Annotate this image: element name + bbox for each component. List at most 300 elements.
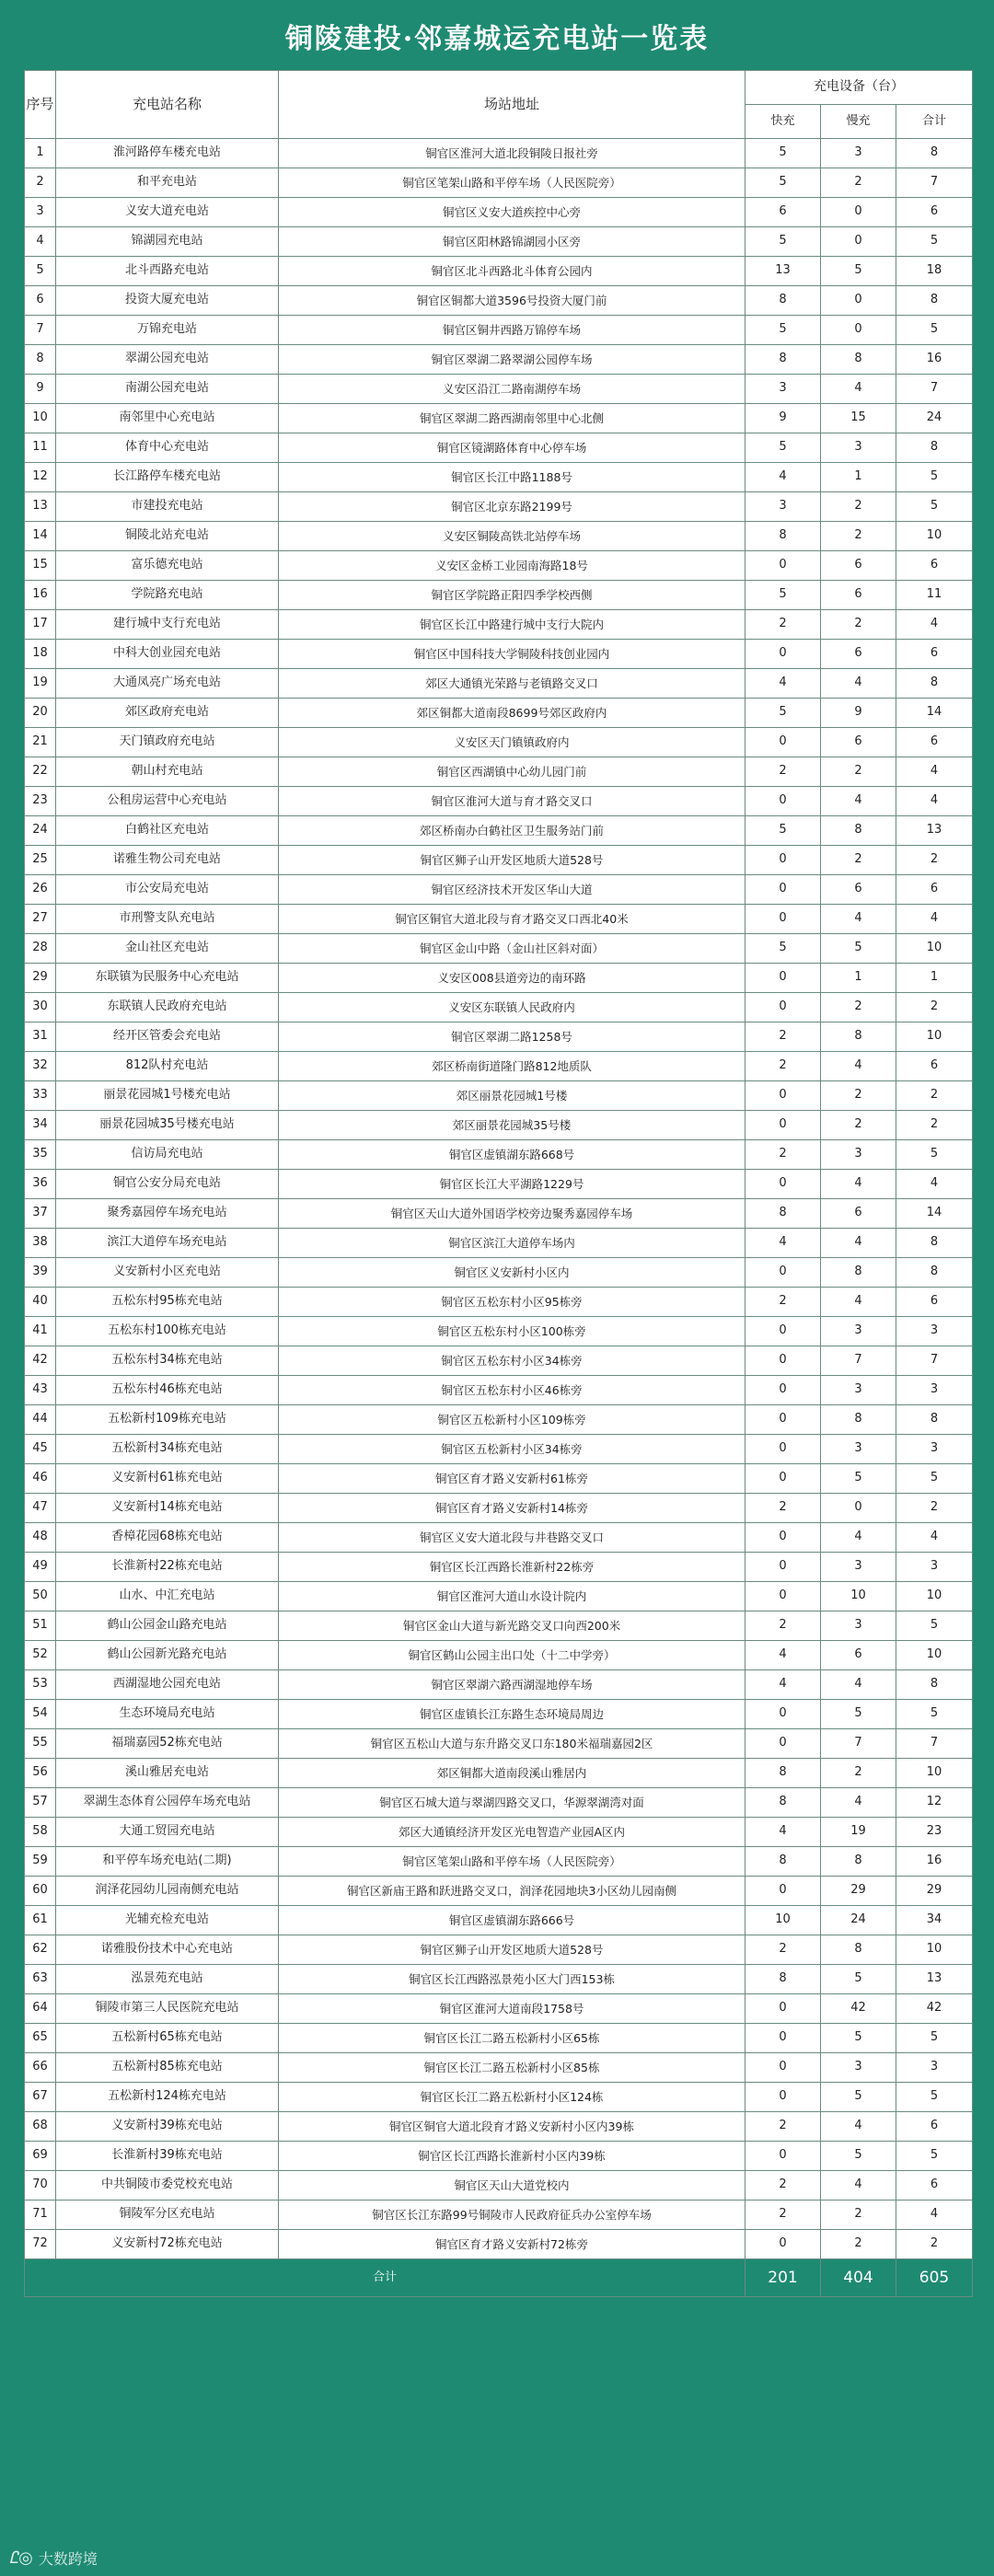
fast-count: 2: [746, 1052, 821, 1081]
row-seq: 2: [25, 168, 56, 198]
slow-count: 5: [821, 1700, 896, 1729]
fast-count: 2: [746, 2112, 821, 2142]
table-row: [25, 846, 973, 875]
fast-count: 0: [746, 1081, 821, 1111]
station-name: 翠湖生态体育公园停车场充电站: [56, 1788, 279, 1818]
slow-count: 6: [821, 551, 896, 581]
station-name: 市公安局充电站: [56, 875, 279, 905]
station-name: 市建投充电站: [56, 492, 279, 522]
fast-count: 0: [746, 1376, 821, 1405]
total-count: 5: [896, 2083, 973, 2112]
station-name: 光辅充检充电站: [56, 1906, 279, 1935]
total-all: 605: [896, 2259, 973, 2297]
station-address: 铜官区虚镇湖东路668号: [279, 1140, 746, 1170]
fast-count: 4: [746, 1229, 821, 1258]
slow-count: 3: [821, 1553, 896, 1582]
table-row: [25, 640, 973, 669]
station-name: 铜陵军分区充电站: [56, 2201, 279, 2230]
station-name: 五松新村85栋充电站: [56, 2053, 279, 2083]
station-name: 诺雅股份技术中心充电站: [56, 1935, 279, 1965]
row-seq: 40: [25, 1288, 56, 1317]
total-count: 4: [896, 2201, 973, 2230]
total-count: 2: [896, 1494, 973, 1523]
fast-count: 4: [746, 1818, 821, 1847]
row-seq: 6: [25, 286, 56, 316]
fast-count: 13: [746, 257, 821, 286]
station-name: 五松新村65栋充电站: [56, 2024, 279, 2053]
row-seq: 43: [25, 1376, 56, 1405]
station-name: 长淮新村39栋充电站: [56, 2142, 279, 2171]
row-seq: 29: [25, 964, 56, 993]
table-row: [25, 1376, 973, 1405]
station-address: 铜官区铜井西路万锦停车场: [279, 316, 746, 345]
row-seq: 36: [25, 1170, 56, 1199]
slow-count: 2: [821, 846, 896, 875]
table-row: [25, 1729, 973, 1759]
station-name: 市刑警支队充电站: [56, 905, 279, 934]
total-count: 5: [896, 316, 973, 345]
slow-count: 2: [821, 168, 896, 198]
station-name: 香樟花园68栋充电站: [56, 1523, 279, 1553]
station-address: 铜官区阳林路锦湖园小区旁: [279, 227, 746, 257]
slow-count: 5: [821, 934, 896, 964]
total-count: 3: [896, 1376, 973, 1405]
fast-count: 0: [746, 2053, 821, 2083]
header-address: 场站地址: [279, 71, 746, 139]
slow-count: 2: [821, 610, 896, 640]
total-count: 7: [896, 1729, 973, 1759]
row-seq: 17: [25, 610, 56, 640]
station-name: 润泽花园幼儿园南侧充电站: [56, 1877, 279, 1906]
station-name: 义安新村小区充电站: [56, 1258, 279, 1288]
table-row: [25, 551, 973, 581]
total-count: 18: [896, 257, 973, 286]
total-count: 2: [896, 846, 973, 875]
slow-count: 2: [821, 2230, 896, 2259]
fast-count: 5: [746, 816, 821, 846]
table-row: [25, 610, 973, 640]
total-count: 5: [896, 2024, 973, 2053]
table-row: [25, 1258, 973, 1288]
table-row: [25, 1611, 973, 1641]
total-count: 4: [896, 905, 973, 934]
row-seq: 70: [25, 2171, 56, 2201]
station-address: 铜官区鹤山公园主出口处（十二中学旁）: [279, 1641, 746, 1670]
row-seq: 48: [25, 1523, 56, 1553]
total-count: 1: [896, 964, 973, 993]
station-address: 郊区桥南街道隆门路812地质队: [279, 1052, 746, 1081]
row-seq: 20: [25, 699, 56, 728]
row-seq: 72: [25, 2230, 56, 2259]
table-row: [25, 1994, 973, 2024]
station-table: [24, 70, 973, 2297]
station-name: 投资大厦充电站: [56, 286, 279, 316]
slow-count: 3: [821, 1317, 896, 1346]
station-address: 铜官区狮子山开发区地质大道528号: [279, 1935, 746, 1965]
station-address: 郊区丽景花园城35号楼: [279, 1111, 746, 1140]
table-row: [25, 1435, 973, 1464]
row-seq: 15: [25, 551, 56, 581]
total-count: 3: [896, 1553, 973, 1582]
station-address: 铜官区育才路义安新村72栋旁: [279, 2230, 746, 2259]
total-count: 34: [896, 1906, 973, 1935]
row-seq: 4: [25, 227, 56, 257]
total-count: 29: [896, 1877, 973, 1906]
total-count: 13: [896, 1965, 973, 1994]
station-name: 义安新村72栋充电站: [56, 2230, 279, 2259]
fast-count: 0: [746, 1346, 821, 1376]
station-name: 学院路充电站: [56, 581, 279, 610]
slow-count: 3: [821, 2053, 896, 2083]
slow-count: 3: [821, 1435, 896, 1464]
fast-count: 0: [746, 964, 821, 993]
table-row: [25, 1523, 973, 1553]
row-seq: 14: [25, 522, 56, 551]
table-row: [25, 993, 973, 1022]
fast-count: 8: [746, 1965, 821, 1994]
watermark-text: 大数跨境: [38, 2550, 98, 2568]
fast-count: 0: [746, 640, 821, 669]
fast-count: 0: [746, 1111, 821, 1140]
row-seq: 60: [25, 1877, 56, 1906]
station-name: 五松东村95栋充电站: [56, 1288, 279, 1317]
fast-count: 5: [746, 139, 821, 168]
station-address: 铜官区长江西路长淮新村22栋旁: [279, 1553, 746, 1582]
table-row: [25, 286, 973, 316]
total-slow: 404: [821, 2259, 896, 2297]
fast-count: 0: [746, 2024, 821, 2053]
fast-count: 4: [746, 669, 821, 699]
station-name: 东联镇为民服务中心充电站: [56, 964, 279, 993]
station-address: 郊区铜都大道南段8699号郊区政府内: [279, 699, 746, 728]
table-row: [25, 1700, 973, 1729]
station-name: 五松东村46栋充电站: [56, 1376, 279, 1405]
station-address: 铜官区翠湖六路西湖湿地停车场: [279, 1670, 746, 1700]
row-seq: 35: [25, 1140, 56, 1170]
total-count: 42: [896, 1994, 973, 2024]
station-address: 铜官区金山中路（金山社区斜对面）: [279, 934, 746, 964]
station-address: 义安区天门镇镇政府内: [279, 728, 746, 757]
station-address: 铜官区育才路义安新村61栋旁: [279, 1464, 746, 1494]
header-seq: 序号: [25, 71, 56, 139]
total-label: 合计: [25, 2259, 746, 2297]
slow-count: 4: [821, 1523, 896, 1553]
row-seq: 26: [25, 875, 56, 905]
table-row: [25, 581, 973, 610]
slow-count: 24: [821, 1906, 896, 1935]
slow-count: 6: [821, 1641, 896, 1670]
table-row: [25, 1494, 973, 1523]
table-row: [25, 816, 973, 846]
row-seq: 16: [25, 581, 56, 610]
row-seq: 11: [25, 433, 56, 463]
fast-count: 5: [746, 433, 821, 463]
table-row: [25, 1818, 973, 1847]
fast-count: 8: [746, 522, 821, 551]
table-row: [25, 168, 973, 198]
row-seq: 65: [25, 2024, 56, 2053]
station-name: 锦湖园充电站: [56, 227, 279, 257]
row-seq: 51: [25, 1611, 56, 1641]
fast-count: 0: [746, 1994, 821, 2024]
station-address: 铜官区笔架山路和平停车场（人民医院旁）: [279, 168, 746, 198]
table-row: [25, 345, 973, 375]
fast-count: 2: [746, 1022, 821, 1052]
table-row: [25, 1199, 973, 1229]
row-seq: 53: [25, 1670, 56, 1700]
row-seq: 27: [25, 905, 56, 934]
table-row: [25, 1405, 973, 1435]
total-count: 5: [896, 492, 973, 522]
fast-count: 5: [746, 168, 821, 198]
header-fast: 快充: [746, 105, 821, 139]
total-count: 6: [896, 551, 973, 581]
table-row: [25, 905, 973, 934]
total-count: 5: [896, 2142, 973, 2171]
table-row: [25, 1170, 973, 1199]
station-name: 铜陵北站充电站: [56, 522, 279, 551]
row-seq: 67: [25, 2083, 56, 2112]
total-count: 8: [896, 1258, 973, 1288]
slow-count: 6: [821, 1199, 896, 1229]
table-row: [25, 1582, 973, 1611]
table-row: [25, 1288, 973, 1317]
station-address: 铜官区金山大道与新光路交叉口向西200米: [279, 1611, 746, 1641]
watermark-logo-icon: Ꮭ◎: [9, 2548, 33, 2568]
station-address: 铜官区滨江大道停车场内: [279, 1229, 746, 1258]
table-row: [25, 1788, 973, 1818]
row-seq: 9: [25, 375, 56, 404]
table-row: [25, 227, 973, 257]
station-address: 铜官区长江西路长淮新村小区内39栋: [279, 2142, 746, 2171]
slow-count: 5: [821, 2024, 896, 2053]
station-address: 郊区丽景花园城1号楼: [279, 1081, 746, 1111]
station-name: 五松新村109栋充电站: [56, 1405, 279, 1435]
station-address: 铜官区淮河大道与育才路交叉口: [279, 787, 746, 816]
station-name: 郊区政府充电站: [56, 699, 279, 728]
row-seq: 23: [25, 787, 56, 816]
slow-count: 8: [821, 1258, 896, 1288]
station-address: 铜官区五松东村小区34栋旁: [279, 1346, 746, 1376]
slow-count: 4: [821, 375, 896, 404]
fast-count: 0: [746, 875, 821, 905]
station-name: 体育中心充电站: [56, 433, 279, 463]
table-row: [25, 699, 973, 728]
row-seq: 21: [25, 728, 56, 757]
station-name: 丽景花园城35号楼充电站: [56, 1111, 279, 1140]
row-seq: 63: [25, 1965, 56, 1994]
slow-count: 5: [821, 257, 896, 286]
row-seq: 37: [25, 1199, 56, 1229]
header-total: 合计: [896, 105, 973, 139]
table-row: [25, 1317, 973, 1346]
table-row: [25, 2053, 973, 2083]
table-row: [25, 1935, 973, 1965]
table-row: [25, 1641, 973, 1670]
total-count: 6: [896, 728, 973, 757]
row-seq: 61: [25, 1906, 56, 1935]
fast-count: 8: [746, 1199, 821, 1229]
fast-count: 0: [746, 1877, 821, 1906]
slow-count: 6: [821, 875, 896, 905]
station-name: 信访局充电站: [56, 1140, 279, 1170]
row-seq: 41: [25, 1317, 56, 1346]
total-count: 10: [896, 1935, 973, 1965]
table-row: [25, 728, 973, 757]
fast-count: 8: [746, 1788, 821, 1818]
station-name: 北斗西路充电站: [56, 257, 279, 286]
table-row: [25, 2112, 973, 2142]
station-name: 翠湖公园充电站: [56, 345, 279, 375]
slow-count: 8: [821, 1405, 896, 1435]
row-seq: 33: [25, 1081, 56, 1111]
fast-count: 0: [746, 1523, 821, 1553]
station-address: 铜官区长江西路泓景苑小区大门西153栋: [279, 1965, 746, 1994]
station-name: 义安新村14栋充电站: [56, 1494, 279, 1523]
slow-count: 15: [821, 404, 896, 433]
total-count: 10: [896, 1641, 973, 1670]
row-seq: 68: [25, 2112, 56, 2142]
row-seq: 56: [25, 1759, 56, 1788]
table-row: [25, 1081, 973, 1111]
slow-count: 3: [821, 139, 896, 168]
slow-count: 8: [821, 1022, 896, 1052]
total-count: 6: [896, 2112, 973, 2142]
station-address: 铜官区学院路正阳四季学校西侧: [279, 581, 746, 610]
table-row: [25, 1847, 973, 1877]
fast-count: 8: [746, 286, 821, 316]
station-name: 长江路停车楼充电站: [56, 463, 279, 492]
row-seq: 44: [25, 1405, 56, 1435]
station-name: 西湖湿地公园充电站: [56, 1670, 279, 1700]
station-address: 铜官区石城大道与翠湖四路交叉口，华源翠湖湾对面: [279, 1788, 746, 1818]
slow-count: 4: [821, 905, 896, 934]
table-row: [25, 1140, 973, 1170]
row-seq: 7: [25, 316, 56, 345]
table-row: [25, 2201, 973, 2230]
station-address: 郊区铜都大道南段溪山雅居内: [279, 1759, 746, 1788]
station-address: 铜官区狮子山开发区地质大道528号: [279, 846, 746, 875]
table-row: [25, 375, 973, 404]
row-seq: 64: [25, 1994, 56, 2024]
table-row: [25, 964, 973, 993]
station-address: 铜官区义安新村小区内: [279, 1258, 746, 1288]
total-count: 5: [896, 1140, 973, 1170]
row-seq: 69: [25, 2142, 56, 2171]
station-address: 铜官区北斗西路北斗体育公园内: [279, 257, 746, 286]
station-name: 滨江大道停车场充电站: [56, 1229, 279, 1258]
station-name: 公租房运营中心充电站: [56, 787, 279, 816]
table-row: [25, 139, 973, 168]
table-row: [25, 934, 973, 964]
total-count: 6: [896, 1288, 973, 1317]
total-count: 6: [896, 1052, 973, 1081]
total-count: 4: [896, 1523, 973, 1553]
total-count: 4: [896, 610, 973, 640]
station-address: 铜官区淮河大道南段1758号: [279, 1994, 746, 2024]
fast-count: 0: [746, 846, 821, 875]
fast-count: 2: [746, 610, 821, 640]
fast-count: 5: [746, 581, 821, 610]
fast-count: 9: [746, 404, 821, 433]
station-name: 鹤山公园金山路充电站: [56, 1611, 279, 1641]
fast-count: 4: [746, 1670, 821, 1700]
slow-count: 4: [821, 787, 896, 816]
table-row: [25, 316, 973, 345]
total-count: 7: [896, 375, 973, 404]
station-address: 铜官区长江二路五松新村小区65栋: [279, 2024, 746, 2053]
slow-count: 10: [821, 1582, 896, 1611]
station-name: 义安新村39栋充电站: [56, 2112, 279, 2142]
fast-count: 0: [746, 1553, 821, 1582]
row-seq: 3: [25, 198, 56, 227]
total-count: 10: [896, 1582, 973, 1611]
header-name: 充电站名称: [56, 71, 279, 139]
slow-count: 4: [821, 1288, 896, 1317]
row-seq: 71: [25, 2201, 56, 2230]
table-row: [25, 1670, 973, 1700]
station-name: 白鹤社区充电站: [56, 816, 279, 846]
slow-count: 7: [821, 1346, 896, 1376]
station-name: 福瑞嘉园52栋充电站: [56, 1729, 279, 1759]
station-address: 铜官区五松东村小区46栋旁: [279, 1376, 746, 1405]
fast-count: 0: [746, 1582, 821, 1611]
table-row: [25, 2230, 973, 2259]
table-row: [25, 2083, 973, 2112]
total-count: 23: [896, 1818, 973, 1847]
table-row: [25, 1111, 973, 1140]
total-count: 5: [896, 1611, 973, 1641]
row-seq: 12: [25, 463, 56, 492]
slow-count: 2: [821, 492, 896, 522]
fast-count: 0: [746, 2142, 821, 2171]
total-count: 16: [896, 345, 973, 375]
station-name: 五松新村124栋充电站: [56, 2083, 279, 2112]
station-name: 铜陵市第三人民医院充电站: [56, 1994, 279, 2024]
station-name: 南湖公园充电站: [56, 375, 279, 404]
slow-count: 4: [821, 2112, 896, 2142]
slow-count: 8: [821, 345, 896, 375]
slow-count: 6: [821, 728, 896, 757]
station-address: 铜官区虚镇湖东路666号: [279, 1906, 746, 1935]
fast-count: 2: [746, 757, 821, 787]
station-address: 义安区金桥工业园南海路18号: [279, 551, 746, 581]
fast-count: 5: [746, 699, 821, 728]
total-count: 4: [896, 757, 973, 787]
fast-count: 2: [746, 2171, 821, 2201]
fast-count: 4: [746, 463, 821, 492]
station-address: 铜官区五松新村小区109栋旁: [279, 1405, 746, 1435]
slow-count: 2: [821, 522, 896, 551]
station-name: 812队村充电站: [56, 1052, 279, 1081]
table-row: [25, 522, 973, 551]
fast-count: 5: [746, 934, 821, 964]
table-row: [25, 1877, 973, 1906]
slow-count: 6: [821, 640, 896, 669]
slow-count: 4: [821, 1170, 896, 1199]
slow-count: 42: [821, 1994, 896, 2024]
station-address: 铜官区新庙王路和跃进路交叉口，润泽花园地块3小区幼儿园南侧: [279, 1877, 746, 1906]
table-row: [25, 1759, 973, 1788]
table-row: [25, 1965, 973, 1994]
total-count: 2: [896, 993, 973, 1022]
station-address: 铜官区翠湖二路1258号: [279, 1022, 746, 1052]
fast-count: 0: [746, 1317, 821, 1346]
row-seq: 59: [25, 1847, 56, 1877]
table-row: [25, 1346, 973, 1376]
row-seq: 55: [25, 1729, 56, 1759]
row-seq: 52: [25, 1641, 56, 1670]
